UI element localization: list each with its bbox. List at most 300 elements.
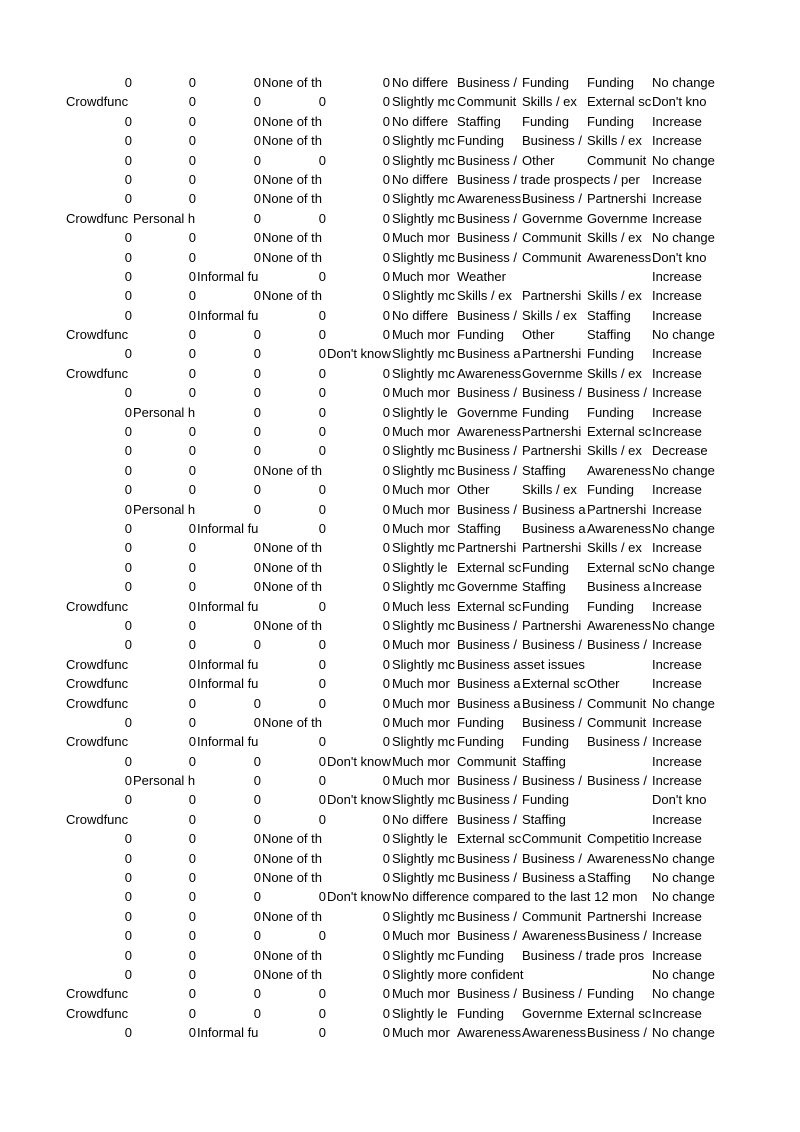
table-cell: Slightly mc	[392, 870, 455, 886]
table-row	[0, 441, 800, 460]
table-cell: Awareness	[457, 365, 522, 381]
table-cell: 0	[318, 598, 326, 614]
table-cell: 0	[382, 811, 390, 827]
table-cell: Business /	[522, 133, 582, 149]
table-cell: Slightly mc	[392, 579, 455, 595]
table-cell: 0	[253, 637, 261, 653]
table-cell: 0	[253, 695, 261, 711]
table-cell: Much mor	[392, 986, 450, 1002]
table-cell: 0	[253, 152, 261, 168]
table-row	[0, 228, 800, 247]
table-cell: No change	[652, 559, 715, 575]
table-cell: Crowdfunc	[66, 1005, 129, 1021]
table-cell: Business /	[457, 462, 517, 478]
table-row	[0, 771, 800, 790]
table-cell: Personal h	[133, 210, 196, 226]
table-cell: Much mor	[392, 230, 450, 246]
table-cell: Skills / ex	[587, 133, 642, 149]
table-cell: Much mor	[392, 268, 450, 284]
table-cell: 0	[124, 792, 132, 808]
table-cell: 0	[124, 850, 132, 866]
table-cell: 0	[124, 714, 132, 730]
table-cell: 0	[382, 501, 390, 517]
table-cell: 0	[188, 230, 196, 246]
table-cell: Increase	[652, 753, 702, 769]
table-row	[0, 519, 800, 538]
table-row	[0, 965, 800, 984]
table-cell: 0	[253, 850, 261, 866]
table-row	[0, 461, 800, 480]
table-cell: Crowdfunc	[66, 695, 129, 711]
table-cell: Business a	[457, 695, 521, 711]
table-cell: 0	[253, 462, 261, 478]
table-cell: Funding	[457, 947, 504, 963]
table-cell: 0	[253, 75, 261, 90]
table-cell: 0	[382, 947, 390, 963]
table-cell: Skills / ex	[522, 307, 577, 323]
table-cell: 0	[188, 947, 196, 963]
table-row	[0, 674, 800, 693]
table-cell: Informal fu	[197, 268, 259, 284]
table-cell: Funding	[522, 598, 569, 614]
table-cell: Increase	[652, 831, 702, 847]
table-cell: Increase	[652, 773, 702, 789]
table-cell: 0	[253, 171, 261, 187]
table-row	[0, 887, 800, 906]
table-cell: Much mor	[392, 928, 450, 944]
table-cell: 0	[253, 831, 261, 847]
table-cell: Business /	[457, 870, 517, 886]
table-cell: Crowdfunc	[66, 210, 129, 226]
table-cell: 0	[318, 346, 326, 362]
table-cell: Much mor	[392, 501, 450, 517]
table-cell: Communit	[522, 230, 582, 246]
table-row	[0, 500, 800, 519]
table-cell: 0	[124, 579, 132, 595]
table-cell: 0	[124, 346, 132, 362]
table-cell: 0	[124, 462, 132, 478]
table-cell: None of th	[262, 249, 322, 265]
table-cell: 0	[124, 928, 132, 944]
table-cell: 0	[188, 714, 196, 730]
table-cell: 0	[253, 579, 261, 595]
table-row	[0, 868, 800, 887]
table-cell: Communit	[587, 714, 647, 730]
table-cell: Business /	[457, 210, 517, 226]
table-cell: Business /	[457, 443, 517, 459]
table-cell: Funding	[587, 75, 634, 90]
table-row	[0, 112, 800, 131]
table-cell: 0	[188, 520, 196, 536]
table-cell: No change	[652, 850, 715, 866]
table-cell: 0	[124, 288, 132, 304]
table-cell: Business a	[522, 520, 586, 536]
table-cell: 0	[253, 540, 261, 556]
table-cell: Funding	[457, 1005, 504, 1021]
table-cell: 0	[253, 908, 261, 924]
table-cell: Business a	[457, 346, 521, 362]
table-cell: 0	[382, 773, 390, 789]
table-cell: Increase	[652, 385, 702, 401]
table-cell: 0	[318, 656, 326, 672]
table-cell: 0	[382, 191, 390, 207]
table-cell: Competitio	[587, 831, 650, 847]
table-cell: Slightly mc	[392, 346, 455, 362]
table-cell: 0	[318, 1025, 326, 1041]
table-cell: 0	[382, 540, 390, 556]
table-cell: 0	[124, 307, 132, 323]
table-cell: Other	[457, 482, 490, 498]
table-cell: Slightly le	[392, 559, 448, 575]
table-cell: 0	[124, 870, 132, 886]
table-cell: Crowdfunc	[66, 94, 129, 110]
table-row	[0, 131, 800, 150]
table-cell: Much mor	[392, 520, 450, 536]
table-cell: Funding	[522, 404, 569, 420]
table-cell: Business /	[457, 617, 517, 633]
table-cell: None of th	[262, 230, 322, 246]
table-cell: 0	[188, 986, 196, 1002]
table-cell: 0	[253, 1005, 261, 1021]
table-row	[0, 73, 800, 92]
table-cell: Crowdfunc	[66, 327, 129, 343]
table-cell: Informal fu	[197, 598, 259, 614]
table-cell: Business a	[587, 579, 651, 595]
table-cell: No change	[652, 230, 715, 246]
table-cell: No change	[652, 889, 715, 905]
table-row	[0, 790, 800, 809]
table-cell: Increase	[652, 734, 702, 750]
table-cell: Increase	[652, 404, 702, 420]
table-cell: Informal fu	[197, 656, 259, 672]
table-cell: 0	[253, 947, 261, 963]
table-cell: 0	[318, 210, 326, 226]
table-cell: Much mor	[392, 676, 450, 692]
table-cell: Funding	[457, 734, 504, 750]
table-cell: 0	[382, 385, 390, 401]
table-cell: 0	[124, 249, 132, 265]
table-cell: 0	[318, 520, 326, 536]
table-cell: 0	[124, 1025, 132, 1041]
table-cell: Much mor	[392, 753, 450, 769]
table-cell: Increase	[652, 676, 702, 692]
table-cell: Business /	[457, 75, 517, 90]
table-cell: 0	[124, 443, 132, 459]
table-cell: 0	[253, 559, 261, 575]
table-cell: 0	[188, 94, 196, 110]
table-cell: 0	[253, 501, 261, 517]
table-cell: 0	[188, 540, 196, 556]
table-cell: 0	[188, 579, 196, 595]
table-cell: Business a	[522, 870, 586, 886]
table-cell: 0	[382, 210, 390, 226]
table-cell: Business /	[457, 385, 517, 401]
table-cell: Business asset issues	[457, 656, 585, 672]
table-cell: Partnershi	[522, 443, 582, 459]
table-cell: 0	[318, 327, 326, 343]
table-cell: 0	[188, 482, 196, 498]
table-cell: Business /	[522, 191, 582, 207]
table-cell: Business /	[457, 986, 517, 1002]
table-cell: Crowdfunc	[66, 656, 129, 672]
table-cell: Funding	[522, 113, 569, 129]
table-cell: 0	[382, 520, 390, 536]
table-cell: Business a	[522, 501, 586, 517]
table-cell: None of th	[262, 850, 322, 866]
table-cell: None of th	[262, 947, 322, 963]
table-row	[0, 577, 800, 596]
table-cell: Partnershi	[522, 540, 582, 556]
table-row	[0, 946, 800, 965]
table-cell: None of th	[262, 831, 322, 847]
table-cell: Slightly mc	[392, 191, 455, 207]
table-cell: 0	[188, 171, 196, 187]
table-cell: 0	[188, 889, 196, 905]
table-cell: 0	[382, 1025, 390, 1041]
table-cell: 0	[382, 714, 390, 730]
table-row	[0, 1004, 800, 1023]
table-cell: 0	[382, 928, 390, 944]
table-cell: 0	[253, 249, 261, 265]
table-cell: Increase	[652, 171, 702, 187]
table-cell: 0	[318, 443, 326, 459]
table-cell: 0	[188, 656, 196, 672]
table-cell: No change	[652, 462, 715, 478]
table-cell: 0	[382, 617, 390, 633]
table-cell: Crowdfunc	[66, 676, 129, 692]
table-cell: Business /	[587, 637, 647, 653]
table-cell: Crowdfunc	[66, 598, 129, 614]
table-cell: Business /	[457, 152, 517, 168]
table-cell: Increase	[652, 714, 702, 730]
table-cell: 0	[253, 617, 261, 633]
table-cell: Funding	[457, 714, 504, 730]
table-cell: Business /	[522, 850, 582, 866]
table-cell: Funding	[587, 346, 634, 362]
table-row	[0, 538, 800, 557]
table-cell: 0	[382, 424, 390, 440]
table-cell: Communit	[587, 695, 647, 711]
table-cell: External sc	[457, 598, 522, 614]
table-cell: Communit	[457, 753, 517, 769]
table-cell: None of th	[262, 540, 322, 556]
table-cell: 0	[253, 792, 261, 808]
table-cell: Much mor	[392, 385, 450, 401]
table-cell: 0	[382, 559, 390, 575]
table-row	[0, 209, 800, 228]
table-row	[0, 480, 800, 499]
table-cell: 0	[253, 327, 261, 343]
table-cell: Slightly mc	[392, 850, 455, 866]
table-cell: 0	[253, 133, 261, 149]
table-row	[0, 655, 800, 674]
table-cell: 0	[253, 753, 261, 769]
table-cell: Funding	[522, 792, 569, 808]
table-cell: Crowdfunc	[66, 811, 129, 827]
table-row	[0, 849, 800, 868]
table-row	[0, 189, 800, 208]
table-cell: 0	[318, 637, 326, 653]
table-cell: None of th	[262, 113, 322, 129]
table-cell: Awareness	[522, 928, 587, 944]
table-cell: 0	[188, 249, 196, 265]
table-cell: External sc	[457, 559, 522, 575]
table-cell: 0	[382, 850, 390, 866]
table-cell: None of th	[262, 559, 322, 575]
table-cell: Staffing	[522, 579, 566, 595]
table-cell: 0	[188, 462, 196, 478]
table-cell: Business /	[522, 385, 582, 401]
table-cell: Business /	[522, 714, 582, 730]
table-cell: 0	[124, 191, 132, 207]
table-cell: Skills / ex	[587, 230, 642, 246]
table-cell: 0	[382, 268, 390, 284]
table-cell: Governme	[522, 210, 583, 226]
table-cell: Increase	[652, 908, 702, 924]
table-cell: Informal fu	[197, 520, 259, 536]
table-cell: Personal h	[133, 404, 196, 420]
table-cell: Business /	[587, 928, 647, 944]
table-cell: Business / trade pros	[522, 947, 645, 963]
table-row	[0, 984, 800, 1003]
table-cell: 0	[188, 695, 196, 711]
table-cell: Increase	[652, 210, 702, 226]
table-cell: 0	[253, 94, 261, 110]
table-cell: 0	[124, 424, 132, 440]
table-cell: 0	[382, 579, 390, 595]
table-cell: Slightly more confident	[392, 966, 524, 982]
table-cell: Skills / ex	[522, 482, 577, 498]
table-cell: Don't know	[327, 753, 391, 769]
table-cell: External sc	[587, 559, 652, 575]
table-cell: 0	[382, 404, 390, 420]
table-cell: Decrease	[652, 443, 708, 459]
table-cell: No change	[652, 152, 715, 168]
table-cell: Staffing	[522, 811, 566, 827]
table-row	[0, 732, 800, 751]
table-cell: Increase	[652, 540, 702, 556]
table-cell: 0	[382, 365, 390, 381]
table-cell: 0	[188, 327, 196, 343]
table-cell: Funding	[457, 133, 504, 149]
table-cell: None of th	[262, 908, 322, 924]
table-cell: Much mor	[392, 1025, 450, 1041]
table-cell: None of th	[262, 75, 322, 90]
table-cell: 0	[382, 307, 390, 323]
table-cell: 0	[382, 986, 390, 1002]
table-cell: 0	[124, 75, 132, 90]
table-cell: Much mor	[392, 424, 450, 440]
table-row	[0, 907, 800, 926]
table-cell: 0	[382, 831, 390, 847]
table-cell: Much mor	[392, 773, 450, 789]
table-cell: Business /	[587, 385, 647, 401]
table-cell: 0	[188, 753, 196, 769]
table-cell: Increase	[652, 598, 702, 614]
table-cell: Funding	[587, 113, 634, 129]
table-cell: External sc	[457, 831, 522, 847]
table-cell: External sc	[522, 676, 587, 692]
table-row	[0, 383, 800, 402]
table-cell: Skills / ex	[587, 540, 642, 556]
table-cell: Skills / ex	[587, 365, 642, 381]
table-cell: 0	[188, 928, 196, 944]
table-row	[0, 926, 800, 945]
table-cell: 0	[382, 695, 390, 711]
table-cell: Informal fu	[197, 1025, 259, 1041]
table-cell: 0	[124, 385, 132, 401]
table-cell: 0	[253, 986, 261, 1002]
table-cell: No differe	[392, 811, 449, 827]
table-cell: 0	[188, 559, 196, 575]
table-cell: 0	[253, 385, 261, 401]
table-cell: 0	[253, 288, 261, 304]
table-cell: None of th	[262, 288, 322, 304]
table-cell: Slightly mc	[392, 365, 455, 381]
table-cell: 0	[124, 908, 132, 924]
table-cell: None of th	[262, 579, 322, 595]
table-cell: Partnershi	[522, 346, 582, 362]
table-cell: 0	[253, 424, 261, 440]
table-cell: Staffing	[457, 113, 501, 129]
table-cell: Increase	[652, 424, 702, 440]
table-cell: 0	[124, 889, 132, 905]
table-cell: Communit	[457, 94, 517, 110]
table-cell: 0	[253, 482, 261, 498]
table-cell: Slightly mc	[392, 792, 455, 808]
table-cell: 0	[382, 152, 390, 168]
table-cell: 0	[188, 288, 196, 304]
table-cell: Increase	[652, 307, 702, 323]
table-cell: Slightly mc	[392, 152, 455, 168]
table-cell: 0	[124, 230, 132, 246]
table-cell: Communit	[522, 831, 582, 847]
table-cell: Funding	[522, 559, 569, 575]
table-cell: 0	[382, 462, 390, 478]
table-cell: Increase	[652, 637, 702, 653]
table-cell: Slightly le	[392, 404, 448, 420]
table-cell: 0	[382, 966, 390, 982]
table-cell: 0	[318, 268, 326, 284]
table-cell: Other	[522, 152, 555, 168]
table-cell: 0	[124, 133, 132, 149]
table-cell: 0	[188, 365, 196, 381]
table-cell: Slightly mc	[392, 462, 455, 478]
table-cell: Much mor	[392, 714, 450, 730]
table-cell: 0	[318, 753, 326, 769]
table-cell: 0	[382, 482, 390, 498]
table-cell: 0	[253, 443, 261, 459]
table-cell: Awareness	[587, 520, 652, 536]
table-cell: Increase	[652, 288, 702, 304]
table-cell: Staffing	[522, 462, 566, 478]
table-cell: 0	[318, 695, 326, 711]
table-cell: 0	[382, 230, 390, 246]
table-cell: Increase	[652, 133, 702, 149]
table-cell: 0	[253, 773, 261, 789]
table-cell: 0	[188, 1025, 196, 1041]
table-cell: Slightly mc	[392, 617, 455, 633]
table-cell: 0	[124, 501, 132, 517]
table-cell: 0	[253, 966, 261, 982]
table-cell: 0	[318, 773, 326, 789]
table-cell: No differe	[392, 307, 449, 323]
table-cell: 0	[124, 637, 132, 653]
table-cell: Partnershi	[587, 191, 647, 207]
table-cell: None of th	[262, 966, 322, 982]
table-cell: Staffing	[457, 520, 501, 536]
table-cell: Don't know	[327, 889, 391, 905]
